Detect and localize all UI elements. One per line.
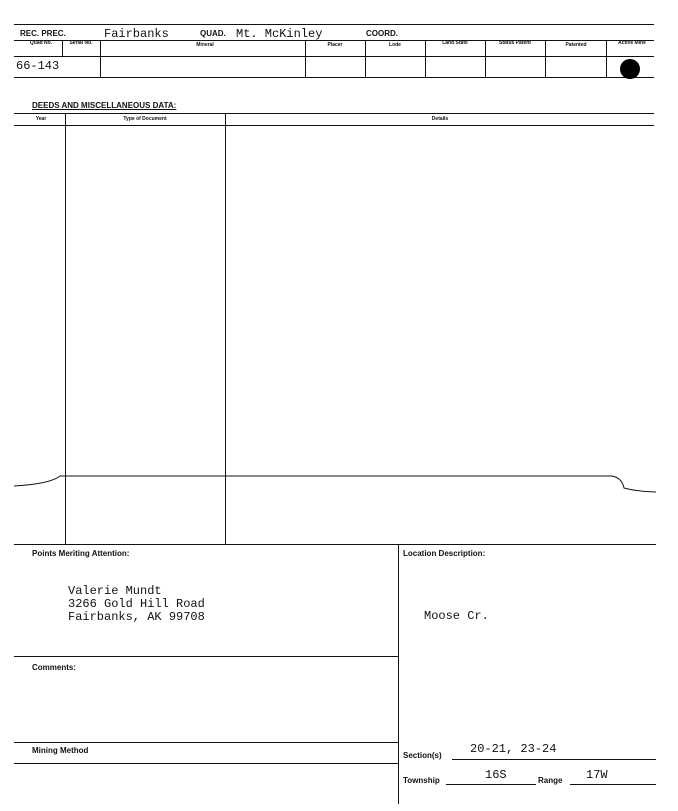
col-quad-no: Quad No. xyxy=(29,40,53,46)
quad-label: QUAD. xyxy=(200,29,226,38)
rec-prec-value: Fairbanks xyxy=(104,27,169,41)
points-line-2: 3266 Gold Hill Road xyxy=(68,597,205,611)
col-active-mine: Active Mine xyxy=(618,40,646,46)
points-line-3: Fairbanks, AK 99708 xyxy=(68,610,205,624)
claim-quad-no: 66-143 xyxy=(16,59,60,73)
col-lode: Lode xyxy=(389,42,401,48)
col-status-patent: Status Patent xyxy=(499,40,531,46)
col-patented: Patented xyxy=(565,42,587,48)
points-line-1: Valerie Mundt xyxy=(68,584,162,598)
col-type-of-document: Type of Document xyxy=(123,116,167,122)
col-mineral: Mineral xyxy=(196,42,214,48)
quad-value: Mt. McKinley xyxy=(236,27,323,41)
col-land-state: Land State xyxy=(442,40,468,46)
points-label: Points Meriting Attention: xyxy=(32,549,130,558)
col-placer: Placer xyxy=(327,42,343,48)
active-mine-mark xyxy=(620,59,640,79)
township-label: Township xyxy=(403,776,440,785)
range-value: 17W xyxy=(586,768,608,782)
mining-method-label: Mining Method xyxy=(32,746,89,755)
col-details: Details xyxy=(431,116,449,122)
rec-prec-label: REC. PREC. xyxy=(20,29,66,38)
col-year: Year xyxy=(35,116,47,122)
comments-label: Comments: xyxy=(32,663,77,672)
range-label: Range xyxy=(538,776,563,785)
township-value: 16S xyxy=(485,768,507,782)
col-serial-no: Serial No. xyxy=(69,40,93,46)
sections-value: 20-21, 23-24 xyxy=(470,742,557,756)
location-value: Moose Cr. xyxy=(424,609,489,623)
page-curl-line xyxy=(0,468,678,498)
coord-label: COORD. xyxy=(366,29,398,38)
location-label: Location Description: xyxy=(403,549,486,558)
deeds-title: DEEDS AND MISCELLANEOUS DATA: xyxy=(32,101,177,110)
sections-label: Section(s) xyxy=(403,751,442,760)
